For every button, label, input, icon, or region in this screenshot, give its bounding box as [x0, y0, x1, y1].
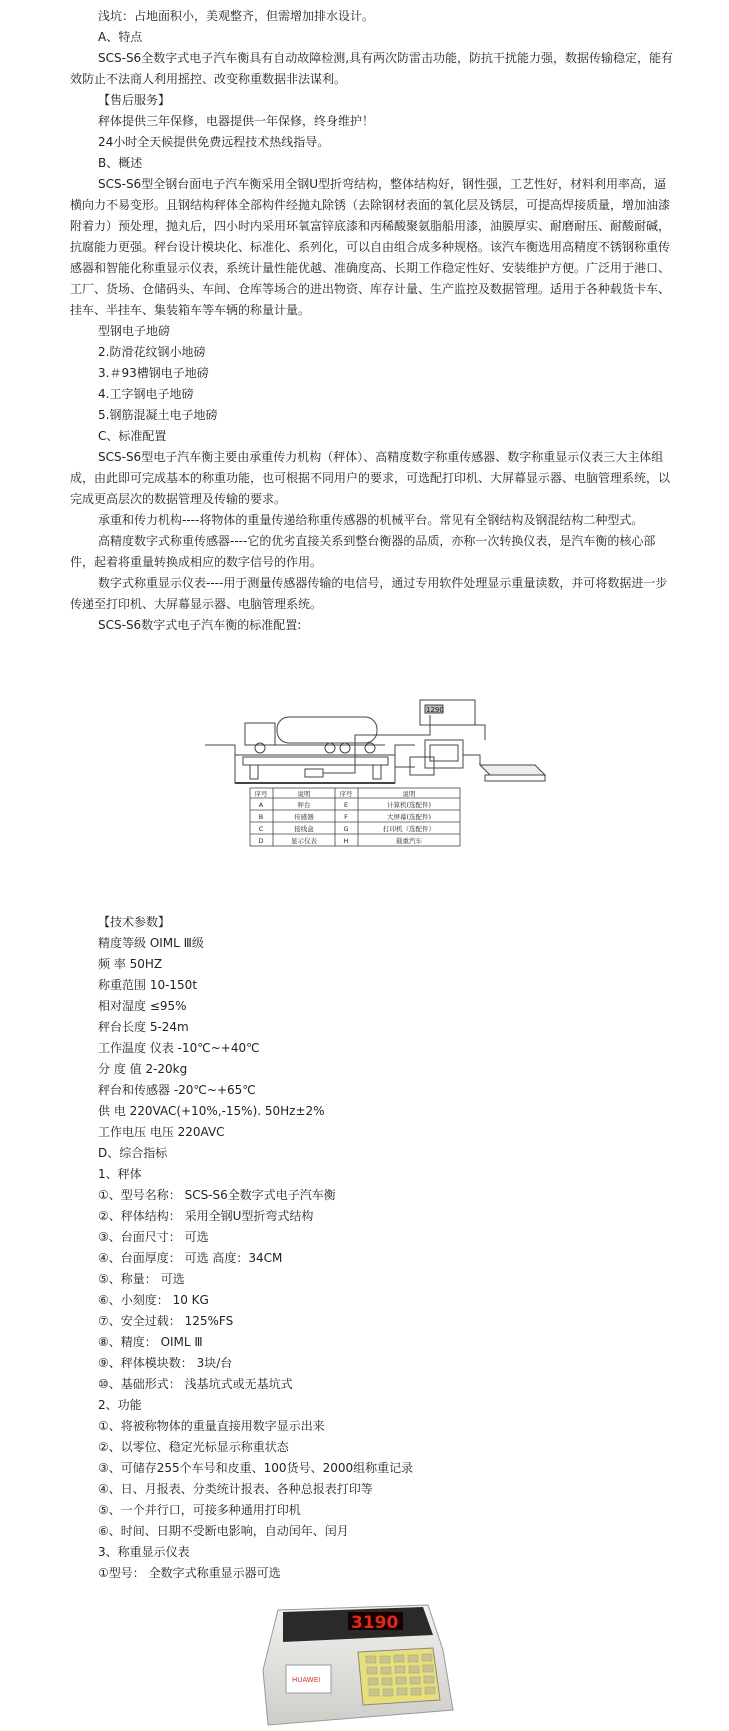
tech-line: ⑩、基础形式： 浅基坑式或无基坑式	[98, 1377, 293, 1391]
paragraph: 型钢电子地磅	[98, 324, 171, 338]
paragraph: 秤体提供三年保修，电器提供一年保修，终身维护！	[98, 114, 375, 128]
figure-table-cell: 秤台	[297, 801, 311, 809]
weighing-indicator-image	[258, 1590, 458, 1731]
indicator-display-value: 3190	[351, 1613, 399, 1633]
figure-table-cell: 大屏幕(选配件)	[386, 813, 432, 821]
load-cell-right	[373, 765, 381, 779]
tech-line: 秤台和传感器 -20℃~+65℃	[98, 1083, 256, 1097]
tech-line: 分 度 值 2-20kg	[98, 1062, 188, 1076]
tech-line: ⑨、秤体模块数： 3块/台	[98, 1356, 233, 1370]
tech-line: D、综合指标	[98, 1146, 168, 1160]
paragraph: 【售后服务】	[98, 93, 171, 107]
figure-table-cell: G	[343, 825, 349, 833]
paragraph: 3.＃93槽钢电子地磅	[98, 366, 209, 380]
tech-line: ①、将被称物体的重量直接用数字显示出来	[98, 1419, 325, 1433]
tech-line: ③、可储存255个车号和皮重、100货号、2000组称重记录	[98, 1461, 414, 1475]
figure-table-cell: D	[258, 837, 264, 845]
tech-line: ②、以零位、稳定光标显示称重状态	[98, 1440, 289, 1454]
figure-table-cell: 载重汽车	[396, 837, 422, 845]
figure-table-cell: H	[343, 837, 349, 845]
figure-table-cell: 序号	[254, 790, 268, 798]
figure-table-cell: A	[258, 801, 264, 809]
tech-line: 相对湿度 ≤95%	[98, 999, 187, 1013]
figure-table-cell: F	[344, 813, 348, 821]
computer-box	[425, 740, 463, 768]
document-body	[70, 6, 675, 636]
tech-line: ①、型号名称： SCS-S6全数字式电子汽车衡	[98, 1188, 336, 1202]
figure-table-cell: 说明	[402, 790, 416, 798]
paragraph: B、概述	[98, 156, 143, 170]
tech-line: 3、称重显示仪表	[98, 1545, 190, 1559]
paragraph: 高精度数字式称重传感器----它的优劣直接关系到整台衡器的品质，亦称一次转换仪表，是汽车衡的核心部件，起着将重量转换成相应的数字信号的作用。	[70, 534, 656, 569]
paragraph: SCS-S6型全钢台面电子汽车衡采用全钢U型折弯结构，整体结构好，钢性强，工艺性好，材料利用率高，逼横向力不易变形。且钢结构秤体全部构件经抛丸除锈（去除钢材表面的氧化层及锈层，可提高焊接质量，增加油漆附着力）预处理，抛丸后，四小时内采用环氧富锌底漆和丙稀酸聚氨脂船用漆，油膜厚实、耐磨耐压、耐酸耐碱，抗腐能力更强。秤台设计模块化、标准化、系列化，可以自由组合成多种规格。该汽车衡选用高精度不锈钢称重传感器和智能化称重显示仪表，系统计量性能优越、准确度高、长期工作稳定性好、安装维护方便。广泛用于港口、工厂、货场、仓储码头、车间、仓库等场合的进出物资、库存计量、生产监控及数据管理。适用于各种载货卡车、挂车、半挂车、集装箱车等车辆的称量计量。	[70, 177, 671, 317]
tech-line: ①型号： 全数字式称重显示器可选	[98, 1566, 281, 1580]
paragraph: C、标准配置	[98, 429, 167, 443]
paragraph: SCS-S6全数字式电子汽车衡具有自动故障检测,具有两次防雷击功能，防抗干扰能力强，数据传输稳定，能有效防止不法商人利用摇控、改变称重数据非法谋利。	[70, 51, 674, 86]
tech-line: 频 率 50HZ	[98, 957, 163, 971]
figure-table-cell: E	[343, 801, 349, 809]
figure-display-value: 1290	[426, 706, 444, 714]
figure-table-cell: B	[258, 813, 264, 821]
weighbridge-configuration-diagram	[205, 695, 595, 855]
paragraph: 24小时全天候提供免费远程技术热线指导。	[98, 135, 330, 149]
tech-line: ②、秤体结构： 采用全钢U型折弯式结构	[98, 1209, 314, 1223]
figure-table-cell: C	[258, 825, 264, 833]
paragraph: SCS-S6型电子汽车衡主要由承重传力机构（秤体）、高精度数字称重传感器、数字称重显示仪表三大主体组成，由此即可完成基本的称重功能，也可根据不同用户的要求，可选配打印机、大屏幕显示器、电脑管理系统，以完成更高层次的数据管理及传输的要求。	[70, 450, 671, 506]
paragraph: 浅坑：占地面积小，美观整齐，但需增加排水设计。	[98, 9, 375, 23]
figure-table-cell: 计算机(选配件)	[386, 801, 432, 809]
tech-line: 精度等级 OIML Ⅲ级	[98, 936, 204, 950]
tech-line: ④、台面厚度： 可选 高度：34CM	[98, 1251, 283, 1265]
paragraph: 数字式称重显示仪表----用于测量传感器传输的电信号，通过专用软件处理显示重量读数，并可将数据进一步传递至打印机、大屏幕显示器、电脑管理系统。	[70, 576, 668, 611]
paragraph: 5.钢筋混凝土电子地磅	[98, 408, 218, 422]
cable	[323, 715, 430, 773]
tech-line: 秤台长度 5-24m	[98, 1020, 189, 1034]
tech-line: ④、日、月报表、分类统计报表、各种总报表打印等	[98, 1482, 373, 1496]
tech-line: ⑦、安全过载： 125%FS	[98, 1314, 234, 1328]
tech-line: 工作电压 电压 220AVC	[98, 1125, 225, 1139]
pit-outline	[205, 745, 415, 755]
figure-table-cell: 显示仪表	[291, 837, 317, 845]
junction-box-small	[305, 769, 323, 777]
tech-line: ③、台面尺寸： 可选	[98, 1230, 209, 1244]
tech-line: ⑤、一个并行口，可接多种通用打印机	[98, 1503, 301, 1517]
tech-line: 供 电 220VAC(+10%,-15%). 50Hz±2%	[98, 1104, 325, 1118]
tech-line: 工作温度 仪表 -10℃~+40℃	[98, 1041, 260, 1055]
tech-line: ⑧、精度： OIML Ⅲ	[98, 1335, 203, 1349]
tech-line: 1、秤体	[98, 1167, 142, 1181]
figure-table-cell: 接线盒	[294, 825, 314, 833]
tech-line: 【技术参数】	[98, 915, 171, 929]
paragraph: 承重和传力机构----将物体的重量传递给称重传感器的机械平台。常见有全钢结构及钢混结构二种型式。	[98, 513, 644, 527]
paragraph: 2.防滑花纹钢小地磅	[98, 345, 206, 359]
tech-line: ⑤、称量： 可选	[98, 1272, 185, 1286]
printer	[480, 765, 545, 775]
tech-line: 2、功能	[98, 1398, 142, 1412]
load-cell-left	[250, 765, 258, 779]
technical-parameters	[98, 912, 658, 1584]
platform	[243, 757, 388, 765]
indicator-brand: HUAWEI	[292, 1676, 321, 1684]
tech-line: ⑥、时间、日期不受断电影响，自动闰年、闰月	[98, 1524, 349, 1538]
figure-table-cell: 打印机（选配件）	[383, 825, 435, 833]
figure-table-cell: 序号	[339, 790, 353, 798]
paragraph: 4.工字钢电子地磅	[98, 387, 194, 401]
figure-table-cell: 传感器	[294, 813, 314, 821]
tech-line: ⑥、小刻度： 10 KG	[98, 1293, 209, 1307]
paragraph: A、特点	[98, 30, 143, 44]
figure-table-cell: 说明	[297, 790, 311, 798]
tech-line: 称重范围 10-150t	[98, 978, 198, 992]
paragraph: SCS-S6数字式电子汽车衡的标准配置:	[98, 618, 302, 632]
